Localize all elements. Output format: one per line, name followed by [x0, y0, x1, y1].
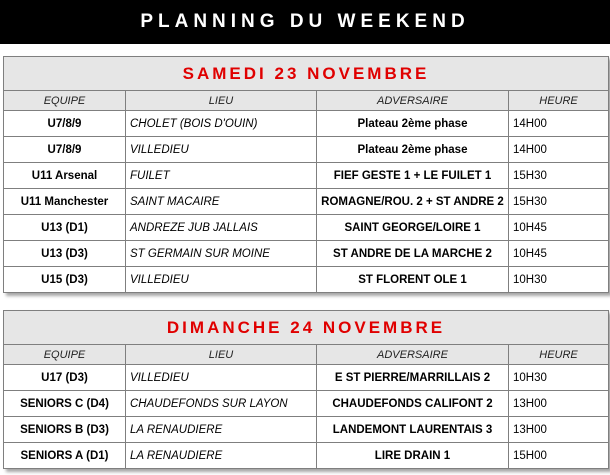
table-row [4, 163, 609, 189]
table-row [4, 365, 609, 391]
table-row [4, 137, 609, 163]
venue-cell: LA RENAUDIERE [126, 417, 317, 443]
sunday-rows [4, 365, 609, 469]
time-cell: 15H30 [509, 163, 609, 189]
header-time: HEURE [509, 345, 609, 365]
header-time: HEURE [509, 91, 609, 111]
table-row [4, 215, 609, 241]
opponent-cell: FIEF GESTE 1 + LE FUILET 1 [317, 163, 509, 189]
opponent-cell: LANDEMONT LAURENTAIS 3 [317, 417, 509, 443]
team-cell: SENIORS A (D1) [4, 443, 126, 469]
opponent-cell: ST FLORENT OLE 1 [317, 267, 509, 293]
sunday-table [3, 310, 609, 469]
team-cell: U11 Arsenal [4, 163, 126, 189]
day-header-row [4, 57, 609, 91]
table-row [4, 391, 609, 417]
opponent-cell: E ST PIERRE/MARRILLAIS 2 [317, 365, 509, 391]
venue-cell: SAINT MACAIRE [126, 189, 317, 215]
day-header-row [4, 311, 609, 345]
venue-cell: VILLEDIEU [126, 365, 317, 391]
venue-cell: ANDREZE JUB JALLAIS [126, 215, 317, 241]
header-team: EQUIPE [4, 91, 126, 111]
column-header-row [4, 91, 609, 111]
table-row [4, 189, 609, 215]
time-cell: 15H30 [509, 189, 609, 215]
time-cell: 13H00 [509, 417, 609, 443]
venue-cell: CHOLET (BOIS D'OUIN) [126, 111, 317, 137]
opponent-cell: ROMAGNE/ROU. 2 + ST ANDRE 2 [317, 189, 509, 215]
page-title: PLANNING DU WEEKEND [0, 0, 610, 44]
opponent-cell: LIRE DRAIN 1 [317, 443, 509, 469]
day-title: SAMEDI 23 NOVEMBRE [4, 57, 609, 91]
team-cell: U11 Manchester [4, 189, 126, 215]
header-opponent: ADVERSAIRE [317, 91, 509, 111]
team-cell: SENIORS C (D4) [4, 391, 126, 417]
opponent-cell: CHAUDEFONDS CALIFONT 2 [317, 391, 509, 417]
table-row [4, 417, 609, 443]
team-cell: U17 (D3) [4, 365, 126, 391]
header-opponent: ADVERSAIRE [317, 345, 509, 365]
opponent-cell: Plateau 2ème phase [317, 111, 509, 137]
venue-cell: CHAUDEFONDS SUR LAYON [126, 391, 317, 417]
team-cell: U7/8/9 [4, 137, 126, 163]
opponent-cell: SAINT GEORGE/LOIRE 1 [317, 215, 509, 241]
saturday-rows [4, 111, 609, 293]
team-cell: U15 (D3) [4, 267, 126, 293]
time-cell: 10H45 [509, 241, 609, 267]
table-row [4, 241, 609, 267]
venue-cell: VILLEDIEU [126, 267, 317, 293]
team-cell: SENIORS B (D3) [4, 417, 126, 443]
table-row [4, 267, 609, 293]
venue-cell: FUILET [126, 163, 317, 189]
opponent-cell: Plateau 2ème phase [317, 137, 509, 163]
day-title: DIMANCHE 24 NOVEMBRE [4, 311, 609, 345]
opponent-cell: ST ANDRE DE LA MARCHE 2 [317, 241, 509, 267]
team-cell: U7/8/9 [4, 111, 126, 137]
team-cell: U13 (D3) [4, 241, 126, 267]
time-cell: 13H00 [509, 391, 609, 417]
time-cell: 14H00 [509, 111, 609, 137]
table-row [4, 443, 609, 469]
venue-cell: LA RENAUDIERE [126, 443, 317, 469]
column-header-row [4, 345, 609, 365]
header-venue: LIEU [126, 345, 317, 365]
table-row [4, 111, 609, 137]
time-cell: 10H45 [509, 215, 609, 241]
team-cell: U13 (D1) [4, 215, 126, 241]
header-team: EQUIPE [4, 345, 126, 365]
time-cell: 14H00 [509, 137, 609, 163]
header-venue: LIEU [126, 91, 317, 111]
time-cell: 10H30 [509, 267, 609, 293]
saturday-table [3, 56, 609, 293]
time-cell: 10H30 [509, 365, 609, 391]
time-cell: 15H00 [509, 443, 609, 469]
venue-cell: VILLEDIEU [126, 137, 317, 163]
venue-cell: ST GERMAIN SUR MOINE [126, 241, 317, 267]
